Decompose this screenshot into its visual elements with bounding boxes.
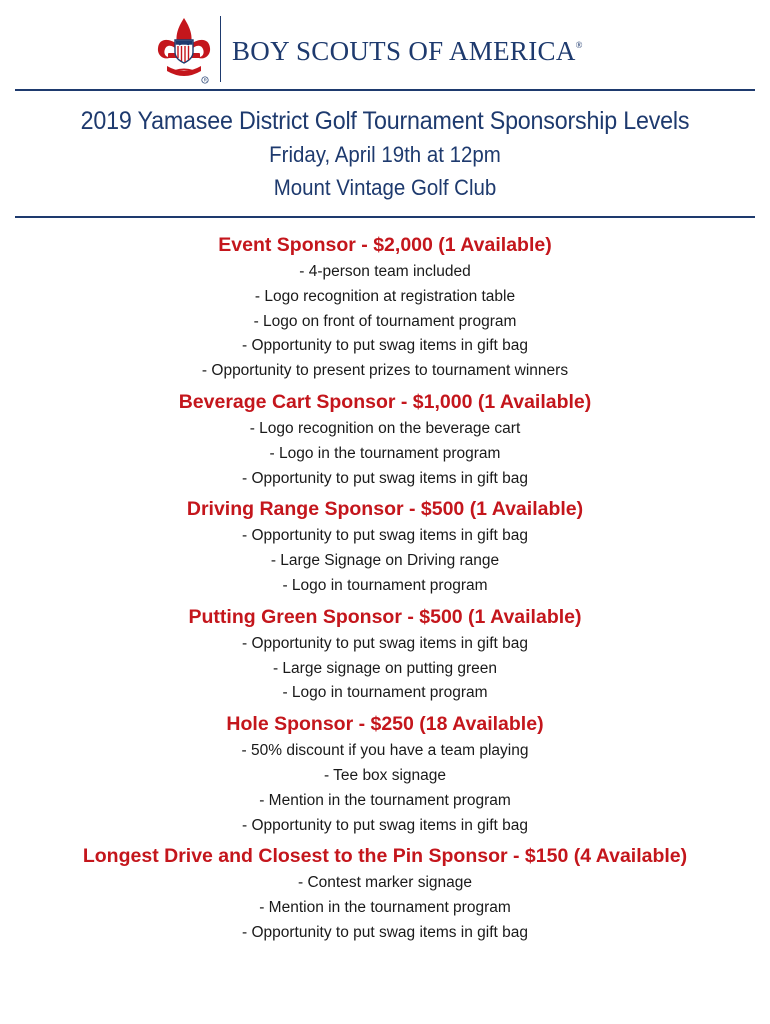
benefit-item: - Logo recognition at registration table <box>254 287 516 305</box>
page-header <box>0 8 770 86</box>
sponsorship-level <box>0 389 770 491</box>
benefit-item: - Opportunity to put swag items in gift bag <box>241 923 529 941</box>
benefit-list <box>0 739 770 838</box>
benefit-list <box>0 871 770 945</box>
level-heading: Putting Green Sponsor - $500 (1 Available) <box>188 605 582 628</box>
sponsorship-level <box>0 232 770 384</box>
level-heading: Beverage Cart Sponsor - $1,000 (1 Available) <box>178 390 592 413</box>
sponsorship-levels <box>0 232 770 951</box>
benefit-item: - Large Signage on Driving range <box>270 552 500 570</box>
benefit-item: - Logo in tournament program <box>282 684 488 702</box>
sponsorship-level <box>0 604 770 706</box>
svg-text:R: R <box>203 77 207 83</box>
fleur-de-lis-emblem-icon <box>155 16 213 86</box>
benefit-item: - Opportunity to present prizes to tournament winners <box>201 362 569 380</box>
organization-name: BOY SCOUTS OF AMERICA® <box>232 36 583 66</box>
benefit-item: - Logo on front of tournament program <box>253 312 517 330</box>
benefit-item: - Opportunity to put swag items in gift bag <box>241 634 529 652</box>
benefit-item: - Contest marker signage <box>297 874 473 892</box>
benefit-item: - Mention in the tournament program <box>259 791 511 809</box>
benefit-list <box>0 524 770 598</box>
sponsorship-level <box>0 843 770 945</box>
benefit-item: - Mention in the tournament program <box>259 899 511 917</box>
level-heading: Longest Drive and Closest to the Pin Sponsor - $150 (4 Available) <box>82 845 688 868</box>
event-venue: Mount Vintage Golf Club <box>273 175 497 200</box>
level-heading: Driving Range Sponsor - $500 (1 Available) <box>186 498 584 521</box>
benefit-item: - Large signage on putting green <box>272 659 498 677</box>
benefit-item: - Logo in the tournament program <box>269 444 501 462</box>
benefit-item: - Opportunity to put swag items in gift bag <box>241 337 529 355</box>
benefit-list <box>0 632 770 706</box>
benefit-item: - Tee box signage <box>323 766 447 784</box>
sponsorship-level <box>0 711 770 838</box>
benefit-list <box>0 260 770 384</box>
benefit-list <box>0 417 770 491</box>
title-block <box>0 104 770 204</box>
logo-divider <box>220 16 221 82</box>
benefit-item: - 50% discount if you have a team playing <box>241 742 529 760</box>
top-rule <box>15 89 755 91</box>
benefit-item: - Opportunity to put swag items in gift bag <box>241 527 529 545</box>
benefit-item: - Logo recognition on the beverage cart <box>249 419 521 437</box>
event-date: Friday, April 19th at 12pm <box>269 142 501 167</box>
document-title: 2019 Yamasee District Golf Tournament Sponsorship Levels <box>80 107 690 135</box>
benefit-item: - Logo in tournament program <box>282 576 488 594</box>
level-heading: Event Sponsor - $2,000 (1 Available) <box>218 234 552 256</box>
sponsorship-level <box>0 496 770 598</box>
benefit-item: - 4-person team included <box>299 263 471 280</box>
benefit-item: - Opportunity to put swag items in gift bag <box>241 469 529 487</box>
registered-mark: ® <box>575 40 583 50</box>
benefit-item: - Opportunity to put swag items in gift bag <box>241 816 529 834</box>
level-heading: Hole Sponsor - $250 (18 Available) <box>226 713 544 736</box>
bottom-rule <box>15 216 755 218</box>
